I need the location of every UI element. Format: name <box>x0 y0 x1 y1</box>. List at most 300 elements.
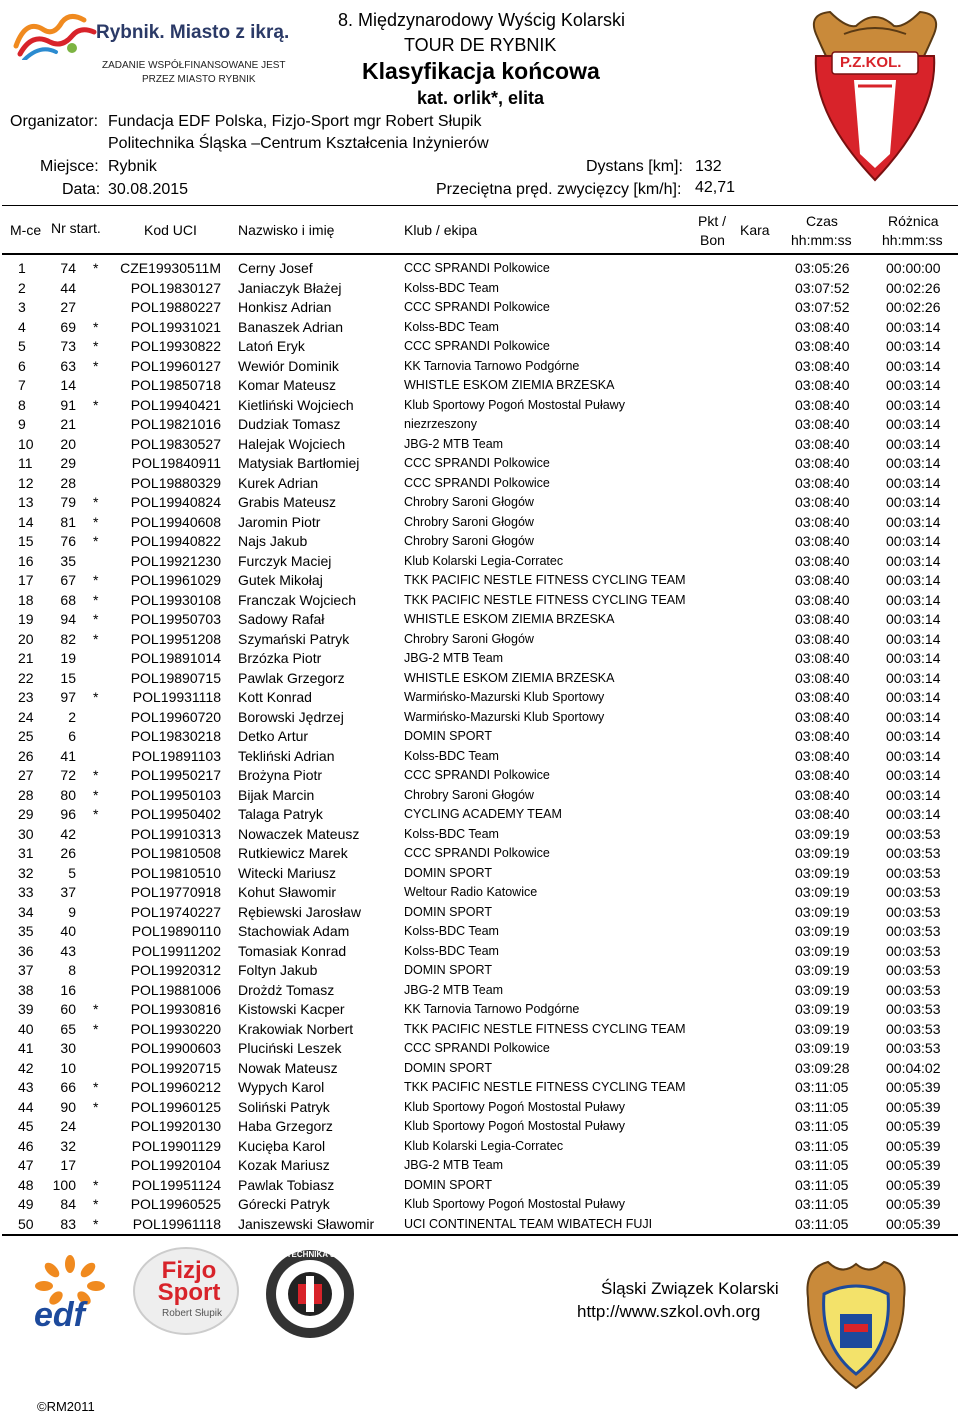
category-label: kat. orlik*, elita <box>417 88 545 108</box>
time-diff-cell: 00:03:53 <box>886 884 941 900</box>
bib-cell: 37 <box>60 884 76 900</box>
club-cell: JBG-2 MTB Team <box>404 651 504 665</box>
time-cell: 03:09:19 <box>795 981 850 998</box>
time-cell: 03:08:40 <box>795 416 850 432</box>
rider-name-cell: Stachowiak Adam <box>238 923 350 939</box>
rank-cell: 32 <box>18 864 34 881</box>
time-diff-cell: 00:04:02 <box>886 1059 941 1076</box>
uci-code-cell: POL19850718 <box>130 377 221 393</box>
rank-cell: 4 <box>18 318 26 335</box>
time-cell: 03:08:40 <box>795 611 850 627</box>
uci-code-cell: POL19940608 <box>130 513 221 530</box>
rank-cell: 3 <box>18 299 26 315</box>
rider-name-cell: Haba Grzegorz <box>238 1118 333 1134</box>
club-cell: CCC SPRANDI Polkowice <box>404 846 550 860</box>
politechnika-logo <box>262 1246 363 1342</box>
club-cell: KK Tarnovia Tarnowo Podgórne <box>404 358 580 373</box>
rank-cell: 34 <box>18 903 34 920</box>
pzkol-eagle-emblem-icon <box>796 4 954 184</box>
time-cell: 03:08:40 <box>795 318 850 335</box>
bib-cell: 69 <box>60 318 76 335</box>
uci-code-cell: POL19951124 <box>131 1176 221 1193</box>
rider-name-cell: Pawlak Tobiasz <box>238 1176 335 1193</box>
time-cell: 03:07:52 <box>795 299 850 315</box>
time-diff-cell: 00:03:14 <box>886 552 941 569</box>
table-row <box>0 844 960 864</box>
rider-name-cell: Furczyk Maciej <box>238 552 332 569</box>
rider-name-cell: Kietliński Wojciech <box>238 396 354 413</box>
rider-name-cell: Detko Artur <box>238 728 309 744</box>
rank-cell: 31 <box>18 845 34 861</box>
u23-marker-cell: * <box>93 1098 99 1115</box>
bib-cell: 2 <box>68 708 76 725</box>
distance-value: 132 <box>695 158 722 175</box>
association-url[interactable]: http://www.szkol.ovh.org <box>577 1302 761 1321</box>
club-cell: DOMIN SPORT <box>404 729 492 743</box>
club-cell: Klub Sportowy Pogoń Mostostal Puławy <box>404 1099 625 1114</box>
club-cell: KK Tarnovia Tarnowo Podgórne <box>404 1002 580 1016</box>
club-cell: TKK PACIFIC NESTLE FITNESS CYCLING TEAM <box>404 592 686 607</box>
time-cell: 03:08:40 <box>795 455 850 471</box>
uci-code-cell: POL19890715 <box>130 669 221 686</box>
uci-code-cell: POL19951208 <box>130 630 221 647</box>
table-row <box>0 318 960 338</box>
organizer-line-2: Politechnika Śląska –Centrum Kształcenia Inżynierów <box>108 135 489 152</box>
time-diff-cell: 00:03:53 <box>886 1020 941 1037</box>
time-diff-cell: 00:03:14 <box>886 708 941 725</box>
uci-code-cell: POL19931021 <box>130 318 221 335</box>
race-title: 8. Międzynarodowy Wyścig Kolarski <box>338 10 625 30</box>
rider-name-cell: Kurek Adrian <box>238 474 319 491</box>
organizer-line-1: Fundacja EDF Polska, Fizjo-Sport mgr Robert Słupik <box>108 113 482 130</box>
association-name: Śląski Związek Kolarski <box>601 1279 779 1298</box>
bib-cell: 42 <box>60 825 76 842</box>
speed-label: Przeciętna pręd. zwycięzcy [km/h]: <box>436 181 682 198</box>
uci-code-cell: POL19950402 <box>130 806 221 822</box>
table-row <box>0 922 960 942</box>
u23-marker-cell: * <box>93 786 99 803</box>
time-cell: 03:08:40 <box>795 650 850 666</box>
rider-name-cell: Janiaczyk Błażej <box>238 279 342 296</box>
table-row <box>0 1098 960 1118</box>
bib-cell: 76 <box>60 533 76 549</box>
time-cell: 03:08:40 <box>795 708 850 725</box>
time-diff-cell: 00:03:14 <box>886 786 941 803</box>
bib-cell: 81 <box>60 513 76 530</box>
bib-cell: 100 <box>52 1176 76 1193</box>
column-diff-line-1: Różnica <box>888 213 939 229</box>
club-cell: Chrobry Saroni Głogów <box>404 514 534 529</box>
time-cell: 03:09:19 <box>795 864 850 881</box>
rank-cell: 28 <box>18 786 34 803</box>
table-row <box>0 942 960 962</box>
table-row <box>0 747 960 767</box>
bib-cell: 27 <box>60 299 76 315</box>
club-cell: Klub Sportowy Pogoń Mostostal Puławy <box>404 1119 625 1133</box>
time-diff-cell: 00:05:39 <box>886 1157 941 1173</box>
club-cell: Chrobry Saroni Głogów <box>404 787 534 802</box>
table-row <box>0 825 960 845</box>
uci-code-cell: POL19830527 <box>130 435 221 452</box>
rank-cell: 26 <box>18 747 34 764</box>
bib-cell: 74 <box>60 260 76 276</box>
u23-marker-cell: * <box>93 767 99 783</box>
rank-cell: 49 <box>18 1196 34 1212</box>
rank-cell: 11 <box>18 455 33 471</box>
time-cell: 03:11:05 <box>795 1079 849 1095</box>
time-cell: 03:08:40 <box>795 494 850 510</box>
edf-logo-text: edf <box>34 1296 85 1334</box>
club-cell: Kolss-BDC Team <box>404 319 499 334</box>
time-cell: 03:09:19 <box>795 1040 850 1056</box>
uci-code-cell: POL19911202 <box>131 942 221 959</box>
time-diff-cell: 00:05:39 <box>886 1118 941 1134</box>
bib-cell: 96 <box>60 806 76 822</box>
rank-cell: 15 <box>18 533 34 549</box>
club-cell: Kolss-BDC Team <box>404 748 499 763</box>
club-cell: CCC SPRANDI Polkowice <box>404 768 550 782</box>
rank-cell: 8 <box>18 396 26 413</box>
pzkol-logo-text: P.Z.KOL. <box>840 54 902 71</box>
rank-cell: 23 <box>18 689 34 705</box>
club-cell: Weltour Radio Katowice <box>404 885 538 899</box>
rank-cell: 37 <box>18 962 34 978</box>
rider-name-cell: Tekliński Adrian <box>238 747 335 764</box>
time-diff-cell: 00:03:53 <box>886 962 941 978</box>
club-cell: DOMIN SPORT <box>404 865 492 880</box>
table-row <box>0 1137 960 1157</box>
rank-cell: 47 <box>18 1157 34 1173</box>
table-row <box>0 786 960 806</box>
rider-name-cell: Kott Konrad <box>238 689 312 705</box>
rank-cell: 44 <box>18 1098 34 1115</box>
time-diff-cell: 00:03:14 <box>886 455 941 471</box>
u23-marker-cell: * <box>93 1020 99 1037</box>
club-cell: DOMIN SPORT <box>404 1177 492 1192</box>
column-points-line-1: Pkt / <box>698 213 727 229</box>
time-diff-cell: 00:03:14 <box>886 728 941 744</box>
rank-cell: 10 <box>18 435 34 452</box>
rider-name-cell: Franczak Wojciech <box>238 591 357 608</box>
time-diff-cell: 00:02:26 <box>886 279 941 296</box>
rank-cell: 21 <box>18 650 34 666</box>
time-cell: 03:08:40 <box>795 513 850 530</box>
uci-code-cell: POL19920312 <box>130 962 221 978</box>
column-penalty: Kara <box>740 222 770 238</box>
u23-marker-cell: * <box>93 494 99 510</box>
bib-cell: 20 <box>60 435 76 452</box>
club-cell: JBG-2 MTB Team <box>404 982 504 997</box>
rank-cell: 5 <box>18 338 26 354</box>
time-cell: 03:11:05 <box>795 1176 849 1193</box>
rider-name-cell: Kucięba Karol <box>238 1137 326 1154</box>
rider-name-cell: Kistowski Kacper <box>238 1001 345 1017</box>
club-cell: TKK PACIFIC NESTLE FITNESS CYCLING TEAM <box>404 1021 686 1036</box>
bib-cell: 5 <box>68 864 76 881</box>
u23-marker-cell: * <box>93 318 99 335</box>
rider-name-cell: Brożyna Piotr <box>238 767 323 783</box>
bib-cell: 21 <box>60 416 76 432</box>
table-row <box>0 571 960 591</box>
bib-cell: 97 <box>60 689 76 705</box>
rider-name-cell: Wypych Karol <box>238 1079 325 1095</box>
club-cell: TKK PACIFIC NESTLE FITNESS CYCLING TEAM <box>404 573 686 587</box>
time-cell: 03:08:40 <box>795 552 850 569</box>
table-row <box>0 591 960 611</box>
time-cell: 03:08:40 <box>795 806 850 822</box>
rank-cell: 20 <box>18 630 34 647</box>
politechnika-logo-text: POLITECHNIKA ŚLĄSKA <box>268 1250 363 1259</box>
club-cell: CCC SPRANDI Polkowice <box>404 456 550 470</box>
uci-code-cell: POL19960720 <box>130 708 221 725</box>
time-cell: 03:09:19 <box>795 923 850 939</box>
time-diff-cell: 00:03:53 <box>886 981 941 998</box>
table-row <box>0 1195 960 1215</box>
bib-cell: 8 <box>68 962 76 978</box>
uci-code-cell: POL19920715 <box>130 1059 221 1076</box>
rank-cell: 41 <box>18 1040 34 1056</box>
club-cell: JBG-2 MTB Team <box>404 1158 504 1172</box>
time-diff-cell: 00:03:14 <box>886 611 941 627</box>
time-cell: 03:11:05 <box>795 1157 849 1173</box>
bib-cell: 32 <box>60 1137 76 1154</box>
table-row <box>0 532 960 552</box>
club-cell: niezrzeszony <box>404 417 477 431</box>
time-cell: 03:07:52 <box>795 279 850 296</box>
time-diff-cell: 00:03:14 <box>886 806 941 822</box>
time-cell: 03:08:40 <box>795 396 850 413</box>
column-rank: M-ce <box>10 222 42 238</box>
rank-cell: 40 <box>18 1020 34 1037</box>
bib-cell: 14 <box>60 377 76 393</box>
distance-label: Dystans [km]: <box>586 158 683 175</box>
rider-name-cell: Latoń Eryk <box>238 338 305 354</box>
uci-code-cell: POL19890110 <box>131 923 221 939</box>
u23-marker-cell: * <box>93 260 99 276</box>
uci-code-cell: POL19891014 <box>130 650 221 666</box>
organizer-label: Organizator: <box>10 113 99 130</box>
time-diff-cell: 00:03:14 <box>886 591 941 608</box>
rider-name-cell: Górecki Patryk <box>238 1196 330 1212</box>
uci-code-cell: POL19920104 <box>130 1157 221 1173</box>
club-cell: DOMIN SPORT <box>404 963 492 977</box>
bib-cell: 10 <box>60 1059 76 1076</box>
table-row <box>0 1059 960 1079</box>
club-cell: TKK PACIFIC NESTLE FITNESS CYCLING TEAM <box>404 1080 686 1094</box>
rank-cell: 13 <box>18 494 34 510</box>
time-cell: 03:08:40 <box>795 747 850 764</box>
club-cell: Chrobry Saroni Głogów <box>404 631 534 646</box>
column-club: Klub / ekipa <box>404 222 478 238</box>
table-row <box>0 259 960 279</box>
time-cell: 03:08:40 <box>795 728 850 744</box>
rank-cell: 24 <box>18 708 34 725</box>
rider-name-cell: Bijak Marcin <box>238 786 315 803</box>
club-cell: Kolss-BDC Team <box>404 924 499 938</box>
rider-name-cell: Kozak Mariusz <box>238 1157 330 1173</box>
bib-cell: 73 <box>60 338 76 354</box>
time-cell: 03:05:26 <box>795 260 850 276</box>
page-title: Klasyfikacja końcowa <box>362 58 600 84</box>
rybnik-logo-tagline-2: PRZEZ MIASTO RYBNIK <box>142 74 256 85</box>
edf-logo <box>30 1254 110 1334</box>
time-cell: 03:08:40 <box>795 630 850 647</box>
time-cell: 03:08:40 <box>795 786 850 803</box>
bib-cell: 44 <box>60 279 76 296</box>
time-cell: 03:11:05 <box>795 1118 849 1134</box>
column-diff-line-2: hh:mm:ss <box>882 232 943 248</box>
bib-cell: 17 <box>60 1157 76 1173</box>
club-cell: Kolss-BDC Team <box>404 280 499 295</box>
time-cell: 03:09:19 <box>795 1020 850 1037</box>
rank-cell: 6 <box>18 357 26 374</box>
bib-cell: 83 <box>60 1215 76 1232</box>
rider-name-cell: Talaga Patryk <box>238 806 323 822</box>
time-diff-cell: 00:03:14 <box>886 357 941 374</box>
rider-name-cell: Grabis Mateusz <box>238 494 337 510</box>
rider-name-cell: Honkisz Adrian <box>238 299 332 315</box>
time-cell: 03:08:40 <box>795 357 850 374</box>
table-row <box>0 669 960 689</box>
rank-cell: 16 <box>18 552 34 569</box>
bib-cell: 67 <box>60 572 76 588</box>
time-cell: 03:08:40 <box>795 533 850 549</box>
rider-name-cell: Sadowy Rafał <box>238 611 325 627</box>
pzkol-logo <box>796 4 954 184</box>
uci-code-cell: POL19950103 <box>130 786 221 803</box>
bib-cell: 28 <box>60 474 76 491</box>
table-row <box>0 727 960 747</box>
time-diff-cell: 00:03:14 <box>886 767 941 783</box>
column-header-bottom-border <box>2 253 958 255</box>
u23-marker-cell: * <box>93 1079 99 1095</box>
uci-code-cell: POL19961029 <box>130 572 221 588</box>
rider-name-cell: Tomasiak Konrad <box>238 942 347 959</box>
table-row <box>0 903 960 923</box>
time-cell: 03:11:05 <box>795 1215 849 1232</box>
time-cell: 03:09:19 <box>795 884 850 900</box>
uci-code-cell: POL19821016 <box>130 416 221 432</box>
table-row <box>0 337 960 357</box>
bib-cell: 40 <box>60 923 76 939</box>
rybnik-swoosh-icon <box>10 8 100 60</box>
fizjo-sport-logo-text: Fizjo Sport <box>157 1257 221 1306</box>
column-name: Nazwisko i imię <box>238 222 335 238</box>
rank-cell: 48 <box>18 1176 34 1193</box>
u23-marker-cell: * <box>93 357 99 374</box>
bib-cell: 65 <box>60 1020 76 1037</box>
time-diff-cell: 00:03:14 <box>886 533 941 549</box>
rank-cell: 1 <box>18 260 26 276</box>
table-row <box>0 474 960 494</box>
uci-code-cell: POL19910313 <box>130 825 221 842</box>
club-cell: DOMIN SPORT <box>404 1060 492 1075</box>
uci-code-cell: POL19921230 <box>130 552 221 569</box>
rank-cell: 42 <box>18 1059 34 1076</box>
table-bottom-border <box>2 1234 958 1236</box>
u23-marker-cell: * <box>93 806 99 822</box>
uci-code-cell: POL19810510 <box>130 864 221 881</box>
rider-name-cell: Krakowiak Norbert <box>238 1020 354 1037</box>
uci-code-cell: POL19810508 <box>130 845 221 861</box>
politechnika-gear-icon <box>262 1246 358 1342</box>
table-row <box>0 610 960 630</box>
rider-name-cell: Cerny Josef <box>238 260 313 276</box>
column-time-line-1: Czas <box>806 213 838 229</box>
fizjo-sport-logo <box>132 1246 240 1336</box>
time-cell: 03:08:40 <box>795 474 850 491</box>
bib-cell: 41 <box>60 747 76 764</box>
table-row <box>0 1000 960 1020</box>
rank-cell: 7 <box>18 377 26 393</box>
rider-name-cell: Jaromin Piotr <box>238 513 321 530</box>
race-subtitle: TOUR DE RYBNIK <box>404 35 557 55</box>
table-row <box>0 981 960 1001</box>
time-diff-cell: 00:03:53 <box>886 942 941 959</box>
table-row <box>0 1039 960 1059</box>
uci-code-cell: POL19940824 <box>130 494 221 510</box>
u23-marker-cell: * <box>93 1176 99 1193</box>
rank-cell: 27 <box>18 767 34 783</box>
bib-cell: 90 <box>60 1098 76 1115</box>
uci-code-cell: POL19891103 <box>131 747 221 764</box>
time-cell: 03:09:19 <box>795 845 850 861</box>
uci-code-cell: CZE19930511M <box>120 260 221 276</box>
table-row <box>0 1078 960 1098</box>
club-cell: CYCLING ACADEMY TEAM <box>404 807 562 821</box>
bib-cell: 79 <box>60 494 76 510</box>
rider-name-cell: Pluciński Leszek <box>238 1040 342 1056</box>
time-diff-cell: 00:03:14 <box>886 377 941 393</box>
table-row <box>0 396 960 416</box>
rider-name-cell: Dudziak Tomasz <box>238 416 341 432</box>
rider-name-cell: Rutkiewicz Marek <box>238 845 348 861</box>
place-label: Miejsce: <box>40 158 99 175</box>
rank-cell: 35 <box>18 923 34 939</box>
rider-name-cell: Kohut Sławomir <box>238 884 337 900</box>
bib-cell: 26 <box>60 845 76 861</box>
time-diff-cell: 00:03:14 <box>886 318 941 335</box>
rank-cell: 30 <box>18 825 34 842</box>
date-value: 30.08.2015 <box>108 181 189 198</box>
club-cell: Chrobry Saroni Głogów <box>404 495 534 509</box>
uci-code-cell: POL19960525 <box>130 1196 221 1212</box>
time-diff-cell: 00:03:53 <box>886 845 941 861</box>
rank-cell: 39 <box>18 1001 34 1017</box>
uci-code-cell: POL19881006 <box>130 981 221 998</box>
u23-marker-cell: * <box>93 591 99 608</box>
club-cell: WHISTLE ESKOM ZIEMIA BRZESKA <box>404 612 615 626</box>
time-diff-cell: 00:05:39 <box>886 1098 941 1115</box>
u23-marker-cell: * <box>93 1001 99 1017</box>
rank-cell: 12 <box>18 474 34 491</box>
bib-cell: 6 <box>68 728 76 744</box>
uci-code-cell: POL19931118 <box>132 689 221 705</box>
rank-cell: 25 <box>18 728 34 744</box>
bib-cell: 82 <box>60 630 76 647</box>
bib-cell: 80 <box>60 786 76 803</box>
uci-code-cell: POL19940421 <box>130 396 221 413</box>
time-diff-cell: 00:03:14 <box>886 747 941 764</box>
table-row <box>0 688 960 708</box>
time-diff-cell: 00:03:14 <box>886 338 941 354</box>
time-cell: 03:11:05 <box>795 1196 849 1212</box>
table-row <box>0 298 960 318</box>
club-cell: Klub Kolarski Legia-Corratec <box>404 553 564 568</box>
rider-name-cell: Matysiak Bartłomiej <box>238 455 360 471</box>
club-cell: Klub Sportowy Pogoń Mostostal Puławy <box>404 397 625 412</box>
rider-name-cell: Szymański Patryk <box>238 630 350 647</box>
